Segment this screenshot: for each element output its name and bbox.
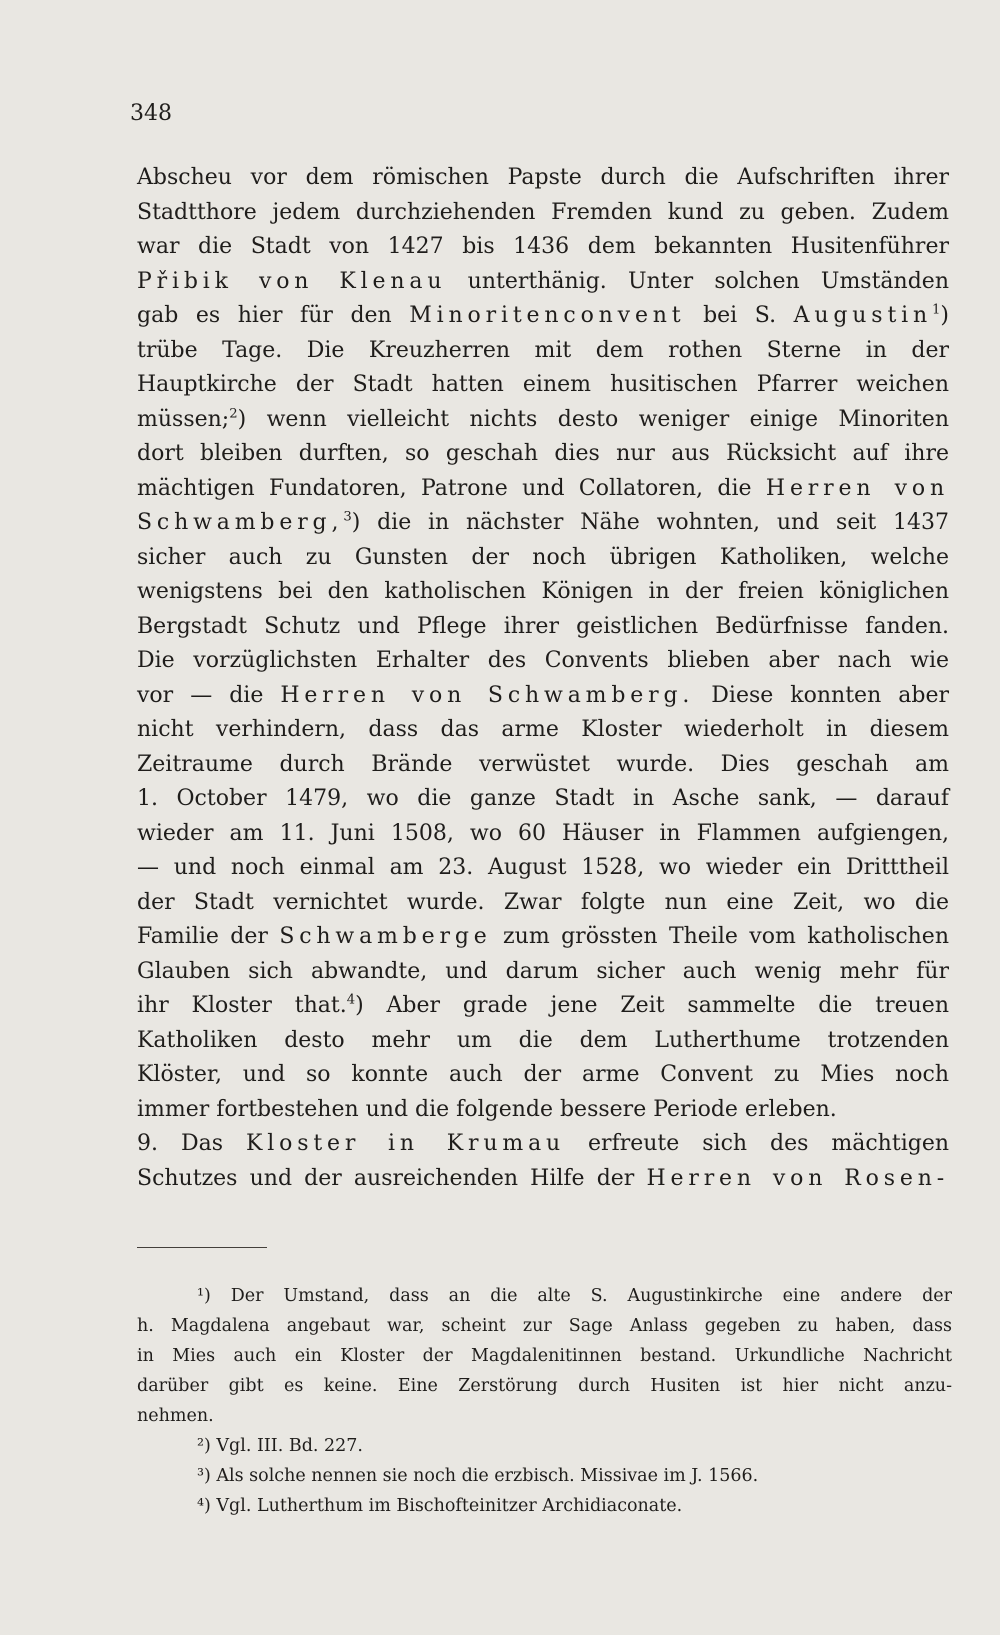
text-line (137, 644, 949, 679)
text-run: — und noch einmal am 23. August 1528, wo wieder ein Dritttheil (137, 855, 949, 880)
text-run: ) wenn vielleicht nichts desto weniger einige Minoriten (237, 406, 949, 432)
text-run: bei S. (685, 303, 794, 328)
spaced-name: Herren von Schwamberg. (280, 682, 695, 708)
text-run: trübe Tage. Die Kreuzherren mit dem rothen Sterne in der (137, 337, 949, 363)
footnote-line: ⁴) Vgl. Lutherthum im Bischofteinitzer Archidiaconate. (197, 1496, 683, 1516)
text-line (137, 1127, 949, 1162)
text-line (137, 713, 949, 748)
text-run: gab es hier für den (137, 303, 410, 328)
text-line (137, 265, 949, 300)
text-line (137, 1162, 949, 1197)
footnote-line: nehmen. (137, 1406, 214, 1426)
text-line (137, 196, 949, 231)
text-run: der Stadt vernichtet wurde. Zwar folgte nun eine Zeit, wo die (137, 889, 949, 915)
text-run: dort bleiben durften, so geschah dies nur aus Rücksicht auf ihre (137, 441, 949, 466)
spaced-name: Schwamberge (279, 924, 492, 949)
footnote-line: ¹) Der Umstand, dass an die alte S. Augustinkirche eine andere der (197, 1286, 952, 1306)
footnote-line: in Mies auch ein Kloster der Magdalenitinnen bestand. Urkundliche Nachricht (137, 1346, 952, 1366)
text-run: Stadtthore jedem durchziehenden Fremden kund zu geben. Zudem (137, 199, 949, 225)
page-number: 348 (130, 101, 172, 126)
text-run: zum grössten Theile vom katholischen (491, 924, 949, 949)
spaced-name: Herren von (765, 475, 949, 501)
spaced-name: Schwamberg, (137, 510, 344, 535)
text-run: Bergstadt Schutz und Pflege ihrer geistlichen Bedürfnisse fanden. (137, 613, 949, 639)
main-text (137, 161, 949, 1196)
footnote-line: darüber gibt es keine. Eine Zerstörung durch Husiten ist hier nicht anzu- (137, 1376, 952, 1396)
spaced-name: Augustin (793, 303, 933, 328)
text-line (137, 989, 949, 1024)
footnote-ref: 3 (343, 509, 352, 525)
text-run: Klöster, und so konnte auch der arme Convent zu Mies noch (137, 1062, 949, 1087)
text-run: Hauptkirche der Stadt hatten einem husitischen Pfarrer weichen (137, 372, 949, 397)
text-line (137, 403, 949, 438)
footnotes (137, 1281, 952, 1521)
spaced-name: Minoritenconvent (409, 303, 686, 328)
text-line (137, 575, 949, 610)
footnote-ref: 1 (932, 302, 941, 318)
text-line (137, 506, 949, 541)
text-run: Diese konnten aber (694, 682, 949, 708)
text-line (137, 955, 949, 990)
text-line (137, 299, 949, 334)
text-line (137, 541, 949, 576)
text-line (137, 1024, 949, 1059)
text-run: nicht verhindern, dass das arme Kloster wiederholt in diesem (137, 717, 949, 742)
text-line (137, 782, 949, 817)
text-run: Glauben sich abwandte, und darum sicher auch wenig mehr für (137, 958, 949, 984)
text-run: 1. October 1479, wo die ganze Stadt in Asche sank, — darauf (137, 786, 949, 811)
spaced-name: Herren von Rosen- (646, 1165, 949, 1191)
text-line (137, 748, 949, 783)
spaced-name: Kloster in Krumau (245, 1131, 566, 1156)
text-line (137, 334, 949, 369)
text-line (137, 472, 949, 507)
footnote-ref: 2 (229, 406, 238, 422)
text-line (137, 368, 949, 403)
text-run: sicher auch zu Gunsten der noch übrigen Katholiken, welche (137, 544, 949, 570)
text-run: Familie der (137, 924, 280, 949)
text-run: ) Aber grade jene Zeit sammelte die treuen (355, 993, 949, 1018)
text-run: ) die in nächster Nähe wohnten, und seit 1437 (351, 510, 949, 535)
text-line (137, 851, 949, 886)
text-run: erfreute sich des mächtigen (565, 1131, 950, 1156)
text-line (137, 920, 949, 955)
spaced-name: Přibik von Klenau (137, 268, 447, 294)
text-line (137, 437, 949, 472)
text-run: ) (940, 303, 949, 328)
text-line (137, 817, 949, 852)
text-run: Zeitraume durch Brände verwüstet wurde. Dies geschah am (137, 751, 949, 777)
text-line (137, 1058, 949, 1093)
footnote-line: ³) Als solche nennen sie noch die erzbisch. Missivae im J. 1566. (197, 1466, 759, 1486)
text-run: wenigstens bei den katholischen Königen in der freien königlichen (137, 579, 949, 604)
text-line (137, 230, 949, 265)
text-run: unterthänig. Unter solchen Umständen (446, 268, 949, 294)
text-run: Die vorzüglichsten Erhalter des Convents blieben aber nach wie (137, 648, 949, 673)
text-line (137, 610, 949, 645)
text-run: wieder am 11. Juni 1508, wo 60 Häuser in Flammen aufgiengen, (137, 820, 949, 846)
text-run: müssen; (137, 406, 230, 432)
text-run: Abscheu vor dem römischen Papste durch die Aufschriften ihrer (137, 165, 949, 190)
text-line (137, 1093, 949, 1128)
footnote-separator (137, 1247, 267, 1248)
text-run: Katholiken desto mehr um die dem Lutherthume trotzenden (137, 1027, 949, 1053)
text-run: immer fortbestehen und die folgende bessere Periode erleben. (137, 1096, 837, 1122)
footnote-ref: 4 (346, 992, 356, 1008)
text-run: 9. Das (137, 1131, 246, 1156)
text-run: vor — die (137, 682, 281, 708)
text-run: ihr Kloster that. (137, 993, 347, 1018)
text-line (137, 161, 949, 196)
text-run: Schutzes und der ausreichenden Hilfe der (137, 1165, 647, 1191)
text-run: mächtigen Fundatoren, Patrone und Collatoren, die (137, 475, 766, 501)
footnote-line: h. Magdalena angebaut war, scheint zur Sage Anlass gegeben zu haben, dass (137, 1316, 952, 1336)
text-line (137, 886, 949, 921)
text-run: war die Stadt von 1427 bis 1436 dem bekannten Husitenführer (137, 234, 949, 259)
text-line (137, 679, 949, 714)
footnote-line: ²) Vgl. III. Bd. 227. (197, 1436, 363, 1456)
